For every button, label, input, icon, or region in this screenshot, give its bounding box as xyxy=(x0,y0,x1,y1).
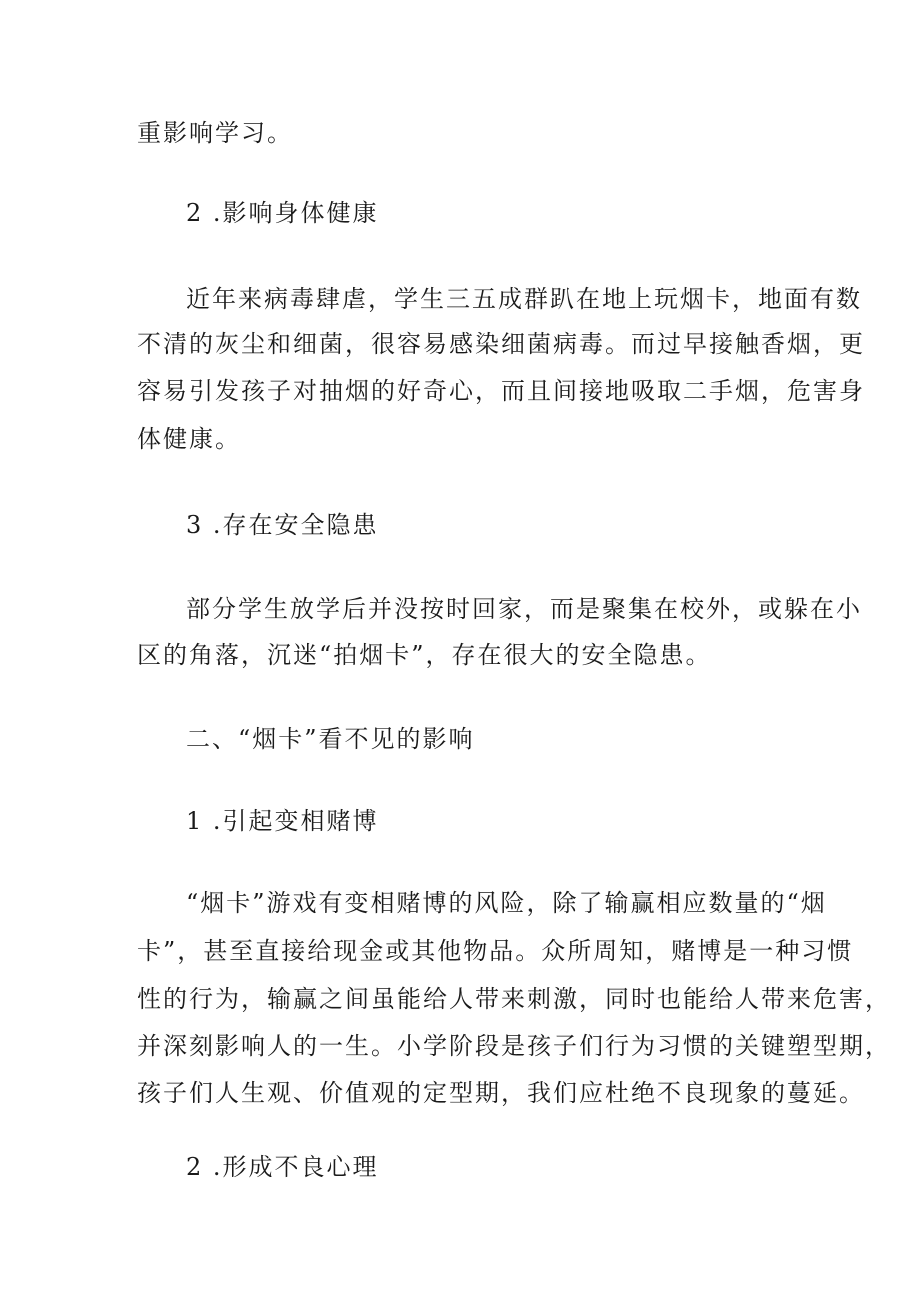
chapter-heading: 二、“烟卡”看不见的影响 xyxy=(186,725,475,753)
paragraph-line: 不清的灰尘和细菌，很容易感染细菌病毒。而过早接触香烟，更 xyxy=(137,330,865,358)
section-heading: 3 .存在安全隐患 xyxy=(186,511,379,539)
paragraph-line: 区的角落，沉迷“拍烟卡”，存在很大的安全隐患。 xyxy=(137,641,712,669)
paragraph-line: 近年来病毒肆虐，学生三五成群趴在地上玩烟卡，地面有数 xyxy=(186,285,862,313)
paragraph-line: 容易引发孩子对抽烟的好奇心，而且间接地吸取二手烟，危害身 xyxy=(137,377,865,405)
paragraph-line: 体健康。 xyxy=(137,425,241,453)
section-heading: 1 .引起变相赌博 xyxy=(186,807,379,835)
paragraph-line: 部分学生放学后并没按时回家，而是聚集在校外，或躲在小 xyxy=(186,595,862,623)
section-heading: 2 .形成不良心理 xyxy=(186,1153,379,1181)
paragraph-line: 重影响学习。 xyxy=(137,119,293,147)
section-heading: 2 .影响身体健康 xyxy=(186,199,379,227)
paragraph-line: 孩子们人生观、价值观的定型期，我们应杜绝不良现象的蔓延。 xyxy=(137,1079,865,1107)
paragraph-line: “烟卡”游戏有变相赌博的风险，除了输赢相应数量的“烟 xyxy=(186,889,827,917)
paragraph-line: 卡”，甚至直接给现金或其他物品。众所周知，赌博是一种习惯 xyxy=(137,937,854,965)
paragraph-line: 并深刻影响人的一生。小学阶段是孩子们行为习惯的关键塑型期， xyxy=(137,1032,891,1060)
paragraph-line: 性的行为，输赢之间虽能给人带来刺激，同时也能给人带来危害， xyxy=(137,985,891,1013)
